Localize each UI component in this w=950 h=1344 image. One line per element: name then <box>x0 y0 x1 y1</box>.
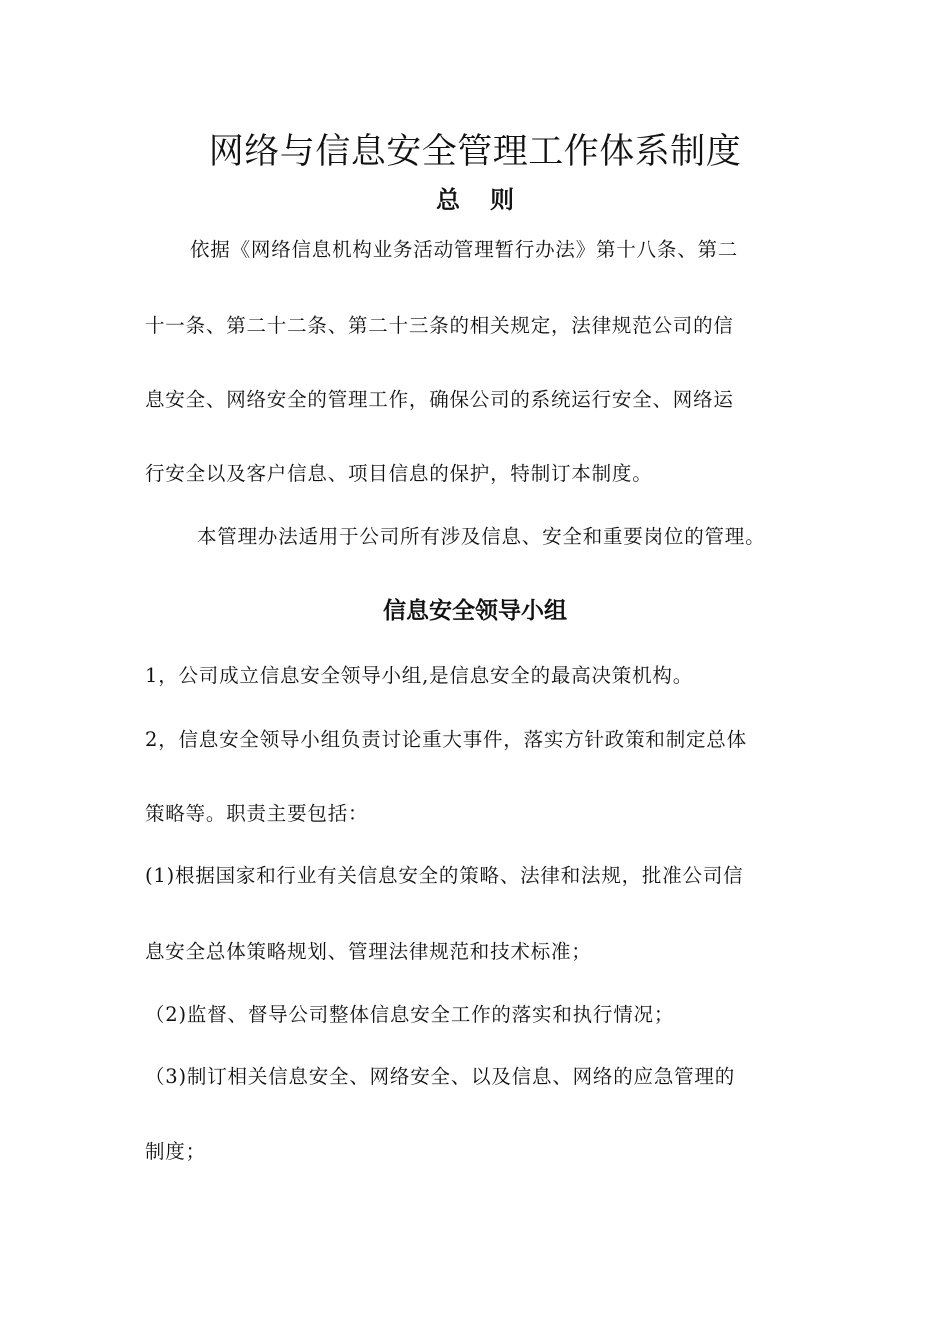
list-item-line: 制度； <box>145 1140 206 1163</box>
list-item-line: (1)根据国家和行业有关信息安全的策略、法律和法规，批准公司信 <box>145 864 744 887</box>
section-heading: 信息安全领导小组 <box>383 598 567 624</box>
paragraph-line: 本管理办法适用于公司所有涉及信息、安全和重要岗位的管理。 <box>197 525 766 548</box>
paragraph-line: 十一条、第二十二条、第二十三条的相关规定，法律规范公司的信 <box>145 314 734 337</box>
list-item-line: 1，公司成立信息安全领导小组,是信息安全的最高决策机构。 <box>145 664 694 687</box>
paragraph-line: 息安全、网络安全的管理工作，确保公司的系统运行安全、网络运 <box>145 388 734 411</box>
list-item-line: 息安全总体策略规划、管理法律规范和技术标准； <box>145 940 592 963</box>
chapter-heading: 总则 <box>436 186 544 214</box>
list-item-line: （2)监督、督导公司整体信息安全工作的落实和执行情况； <box>145 1003 675 1026</box>
list-item-line: （3)制订相关信息安全、网络安全、以及信息、网络的应急管理的 <box>145 1065 736 1088</box>
paragraph-line: 行安全以及客户信息、项目信息的保护，特制订本制度。 <box>145 462 653 485</box>
list-item-line: 策略等。职责主要包括： <box>145 802 369 825</box>
paragraph-line: 依据《网络信息机构业务活动管理暂行办法》第十八条、第二 <box>190 238 739 261</box>
document-title: 网络与信息安全管理工作体系制度 <box>208 132 742 172</box>
list-item-line: 2，信息安全领导小组负责讨论重大事件，落实方针政策和制定总体 <box>145 728 747 751</box>
